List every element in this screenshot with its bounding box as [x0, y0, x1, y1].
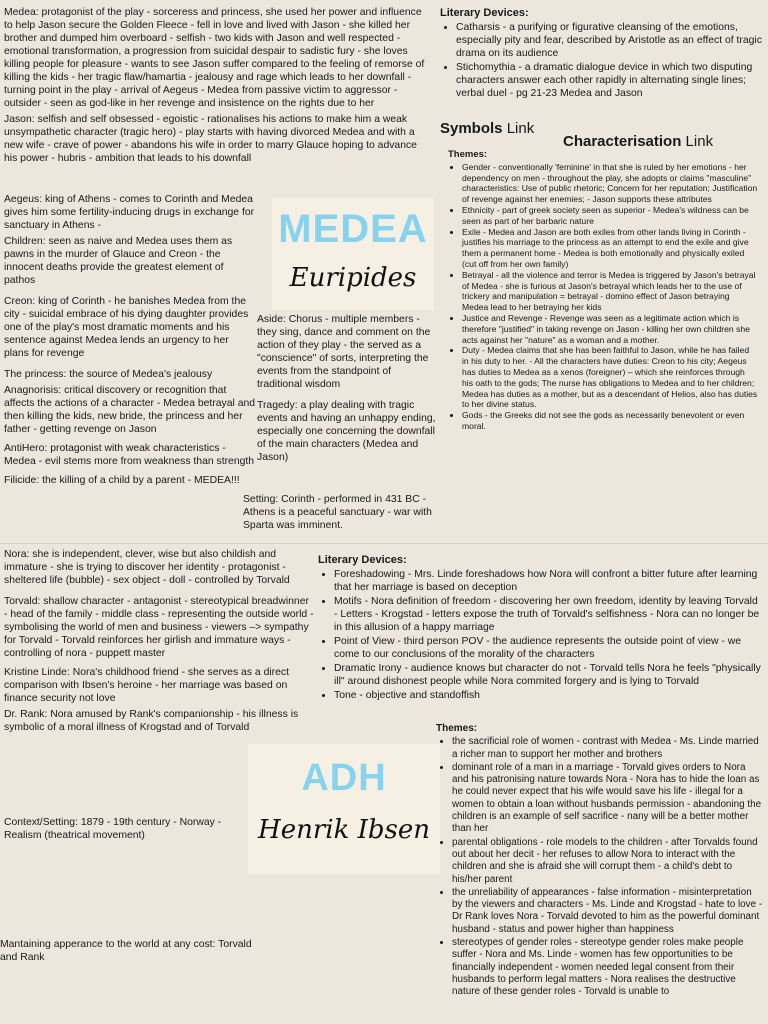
symbols-label: Symbols — [440, 120, 503, 137]
list-item: • Ethnicity - part of greek society seen as superior - Medea's wildness can be seen as part of her barbaric nature — [462, 205, 758, 227]
medea-character-princess: The princess: the source of Medea's jealousy — [4, 369, 213, 380]
list-item: • Tone - objective and standoffish — [334, 689, 762, 702]
medea-term-aside: Aside: Chorus - multiple members - they sing, dance and comment on the action of they play - the served as a "conscience" of sorts, interpreting the events from the standpoint of traditional wisdom — [257, 314, 431, 390]
medea-character-medea: Medea: protagonist of the play - sorceress and princess, she used her power and influence to help Jason secure the Golden Fleece - fell in love and lived with Jason - she killed her brother and dumped him overboard - selfish - two kids with Jason and well respected - emotional transformation, a progression from suicidal despair to sadistic fury - she loves killing people for pleasure - wants to see Jason suffer compared to the feeling of remorse of killing the kids - her tragic flaw/hamartia - jealousy and rage which leads to her downfall - turning point in the play - arrival of Aegeus - Medea from passive victim to aggressor - outsider - seen as god-like in her revenge and insistence on the rights due to her — [4, 7, 425, 109]
list-item: • Motifs - Nora definition of freedom - discovering her own freedom, identity by leaving Torvald - Letters - Krogstad - letters expose the truth of Torvald's selfishness - Nora can no longer be in this allusion of a happy marriage — [334, 595, 762, 634]
adh-character-nora: Nora: she is independent, clever, wise but also childish and immature - she is trying to discover her identity - protagonist - sheltered life (bubble) - sex object - doll - controlled by Torvald — [4, 549, 290, 586]
medea-term-tragedy: Tragedy: a play dealing with tragic events and having an unhappy ending, especially one concerning the downfall of the main characters (Medea and Jason) — [257, 400, 436, 463]
medea-literary-devices-header: Literary Devices: — [440, 7, 529, 19]
medea-literary-devices — [440, 7, 762, 101]
list-item: • parental obligations - role models to the children - after Torvalds found out about her decit - her refuses to allow Nora to interact with the children and she is afraid she will corrupt them - a child's debt to his/her parent — [452, 837, 764, 886]
adh-themes-header: Themes: — [436, 723, 478, 734]
adh-character-torvald: Torvald: shallow character - antagonist - stereotypical breadwinner - head of the family - middle class - representing the outside world - symbolising the world of men and business - viewers –> sympathy for Torvald - Torvald reinforces her girlish and immature ways - controlling of nora - puppett master — [4, 596, 314, 659]
list-item: • Foreshadowing - Mrs. Linde foreshadows how Nora will confront a bitter future after learning that her marriage is based on deception — [334, 568, 762, 594]
list-item: • Duty - Medea claims that she has been faithful to Jason, while he has failed in his duty to her. - All the characters have duties: Creon to his city; Aegeus has duties to Medea as a xenos (foreigner) – which she reinforces through his oath to the gods; The nurse has obligations to Medea and to her children; Medea has duties as a mother, but as a descendant of Helios, also has duties to her divine status. — [462, 345, 758, 410]
list-item: • Gods - the Greeks did not see the gods as necessarily benevolent or even moral. — [462, 410, 758, 432]
list-item: • stereotypes of gender roles - stereotype gender roles make people suffer - Nora and Ms. Linde - women has few opportunities to be financially independent - women needed legal consent from their husbands to perform legal matters - Nora realises the destructive nature of these gender roles - Torvald is unable to — [452, 937, 764, 998]
adh-literary-devices-header: Literary Devices: — [318, 554, 407, 566]
adh-appearance-note: Mantaining apperance to the world at any cost: Torvald and Rank — [0, 939, 252, 963]
list-item: • dominant role of a man in a marriage - Torvald gives orders to Nora and his patronising nature towards Nora - Nora has to hide the loan as he could never expect that his wife would save his life - illegal for a women to obtain a loan without husbands permission - abandoning the children is an example of self sacrifice - nany will be a better mother than her — [452, 762, 764, 836]
medea-middle-terms — [257, 313, 437, 467]
adh-context: Context/Setting: 1879 - 19th century - Norway - Realism (theatrical movement) — [4, 817, 222, 841]
adh-characters — [4, 548, 314, 737]
medea-themes-header: Themes: — [448, 149, 488, 160]
list-item: • Betrayal - all the violence and terror is Medea is triggered by Jason's betrayal of Medea - she is furious at Jason's betrayal which leads her to the use of trickery and manipulation = betrayal - domino effect of Jason betraying Medea lead to her betraying her kids — [462, 270, 758, 313]
medea-character-aegeus: Aegeus: king of Athens - comes to Corinth and Medea gives him some fertility-inducing drugs in exchange for sanctuary in Athens - — [4, 194, 255, 231]
adh-character-rank: Dr. Rank: Nora amused by Rank's companionship - his illness is symbolic of a moral illness of Krogstad and of Torvald — [4, 709, 299, 733]
list-item: • the unreliability of appearances - false information - misinterpretation by the viewers and characters - Ms. Linde and Krogstad - hate to love - Dr Rank loves Nora - Torvald devoted to him as the powerful dominant husband - status and power higher than happiness — [452, 887, 764, 936]
adh-title-card — [248, 744, 440, 874]
medea-term-filicide: Filicide: the killing of a child by a parent - MEDEA!!! — [4, 475, 240, 486]
list-item: • Gender - conventionally 'feminine' in that she is ruled by her emotions - her dependency on men - throughout the play, she adopts or claims "masculine" characteristics: Use of public rhetoric; Concern for her reputation; Justification of revenge against her enemies; - Jason supports these attributes — [462, 162, 758, 205]
list-item: • Point of View - third person POV - the audience represents the outside point of view - we come to our conclusions of the morality of the characters — [334, 635, 762, 661]
list-item: • Stichomythia - a dramatic dialogue device in which two disputing characters answer each other rapidly in alternating single lines; verbal duel - pg 21-23 Medea and Jason — [456, 61, 762, 100]
section-divider — [0, 543, 768, 544]
adh-literary-devices-list — [318, 568, 762, 702]
adh-themes — [436, 723, 764, 1000]
characterisation-label: Characterisation — [563, 133, 682, 150]
medea-character-creon: Creon: king of Corinth - he banishes Medea from the city - suicidal embrace of his dying daughter provides one of the play's most dramatic moments and his sentence against Medea lends an urgency to her plans for revenge — [4, 296, 249, 359]
adh-themes-list — [436, 736, 764, 998]
medea-term-antihero: AntiHero: protagonist with weak characteristics - Medea - evil stems more from weakness than strength — [4, 443, 255, 467]
medea-term-anagnorisis: Anagnorisis: critical discovery or recognition that affects the actions of a character - Medea betrayal and then killing the kids, new bride, the princess and her father - getting revenge on Jason — [4, 385, 256, 435]
medea-title: MEDEA — [278, 207, 428, 251]
adh-author: Henrik Ibsen — [258, 815, 430, 845]
medea-character-jason: Jason: selfish and self obsessed - egoistic - rationalises his actions to make him a weak unsympathetic character (tragic hero) - play starts with having divorced Medea and with a new wife - crave of power - abandons his wife in order to marry Glauce hoping to advance his power - hubris - ambition that leads to his downfall — [4, 114, 417, 164]
list-item: • the sacrificial role of women - contrast with Medea - Ms. Linde married a richer man to support her mother and brothers — [452, 736, 764, 761]
medea-themes-list — [448, 162, 758, 432]
medea-title-card — [272, 198, 434, 310]
adh-literary-devices — [318, 554, 762, 703]
characterisation-link[interactable]: Link — [685, 133, 714, 150]
medea-literary-devices-list — [440, 21, 762, 100]
characterisation-link-heading[interactable] — [563, 133, 713, 150]
adh-title: ADH — [301, 757, 387, 799]
medea-characters-left — [4, 193, 256, 490]
list-item: • Exile - Medea and Jason are both exiles from other lands living in Corinth - justifies his marriage to the princess as an attempt to end the exile and give them a permanent home - Medea is both emotionally and physically exiled (cut off from her own family) — [462, 227, 758, 270]
list-item: • Catharsis - a purifying or figurative cleansing of the emotions, especially pity and fear, described by Aristotle as an effect of tragic drama on its audience — [456, 21, 762, 60]
medea-author: Euripides — [289, 263, 417, 293]
list-item: • Dramatic Irony - audience knows but character do not - Torvald tells Nora he feels "physically ill" around dishonest people while Nora commited forgery and is lying to Torvald — [334, 662, 762, 688]
medea-character-children: Children: seen as naive and Medea uses them as pawns in the murder of Glauce and Creon - the innocent deaths provide the greatest element of pathos — [4, 236, 233, 286]
symbols-link-heading[interactable] — [440, 120, 534, 137]
medea-setting: Setting: Corinth - performed in 431 BC - Athens is a peaceful sanctuary - war with Sparta was imminent. — [243, 494, 432, 531]
medea-characters-top — [4, 6, 432, 168]
adh-character-kristine: Kristine Linde: Nora's childhood friend - she serves as a direct comparison with Ibsen's heroine - her marriage was based on finance security not love — [4, 667, 289, 704]
list-item: • Justice and Revenge - Revenge was seen as a legitimate action which is therefore "justified" in taking revenge on Jason - killing her own children she acts against her "nature" as a woman and a mother. — [462, 313, 758, 345]
symbols-link[interactable]: Link — [506, 120, 535, 137]
medea-themes — [448, 150, 758, 432]
